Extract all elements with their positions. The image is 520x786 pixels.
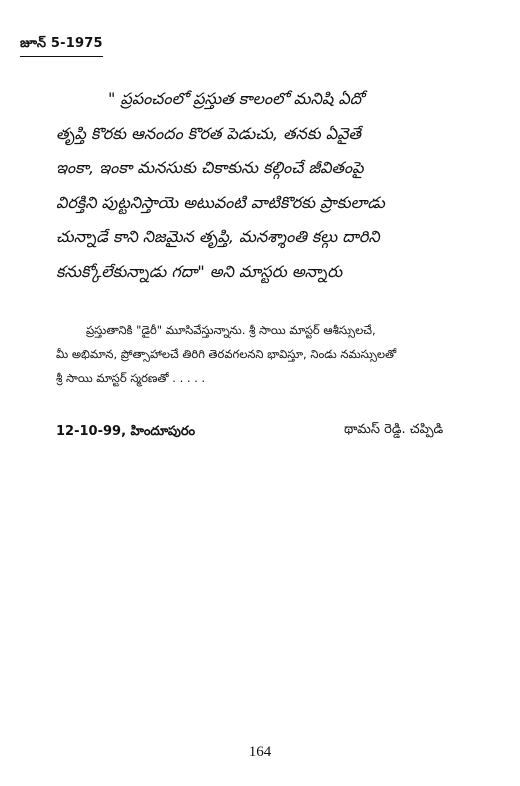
- date-and-place: 12-10-99, హిందూపురం: [56, 424, 196, 439]
- quote-line: కనుక్కోలేకున్నాడు గదా" అని మాస్టరు అన్నారు: [56, 261, 343, 281]
- quote-paragraph: [56, 82, 496, 290]
- author-signature: థామస్ రెడ్డి. చప్పిడి: [344, 422, 444, 437]
- page-number: 164: [248, 744, 272, 760]
- diary-date-heading: జూన్ 5-1975: [20, 36, 103, 57]
- quote-line: ఇంకా, ఇంకా మనసుకు చికాకును కల్గించే జీవితంపై: [56, 158, 364, 178]
- closing-line: శ్రీ సాయి మాస్టర్ స్మరణతో . . . . .: [56, 371, 206, 385]
- quote-line: విరక్తిని పుట్టనిస్తాయె అటువంటి వాటికొరకు ప్రాకులాడు: [56, 192, 385, 212]
- closing-line: ప్రస్తుతానికి "డైరీ" మూసివేస్తున్నాను. శ్రీ సాయి మాస్టర్ ఆశీస్సులచే,: [86, 323, 376, 337]
- closing-line: మీ అభిమాన, ప్రోత్సాహాలచే తిరిగి తెరవగలనని భావిస్తూ, నిండు నమస్సులతో: [56, 347, 397, 361]
- closing-paragraph: [56, 318, 506, 390]
- quote-line: " ప్రపంచంలో ప్రస్తుత కాలంలో మనిషి ఏదో: [108, 89, 364, 108]
- quote-line: చున్నాడే కాని నిజమైన తృప్తి, మనశ్శాంతి కల్గు దారిని: [56, 227, 380, 247]
- quote-line: తృప్తి కొరకు ఆనందం కొరత పెడుచు, తనకు ఏవైతే: [56, 123, 361, 143]
